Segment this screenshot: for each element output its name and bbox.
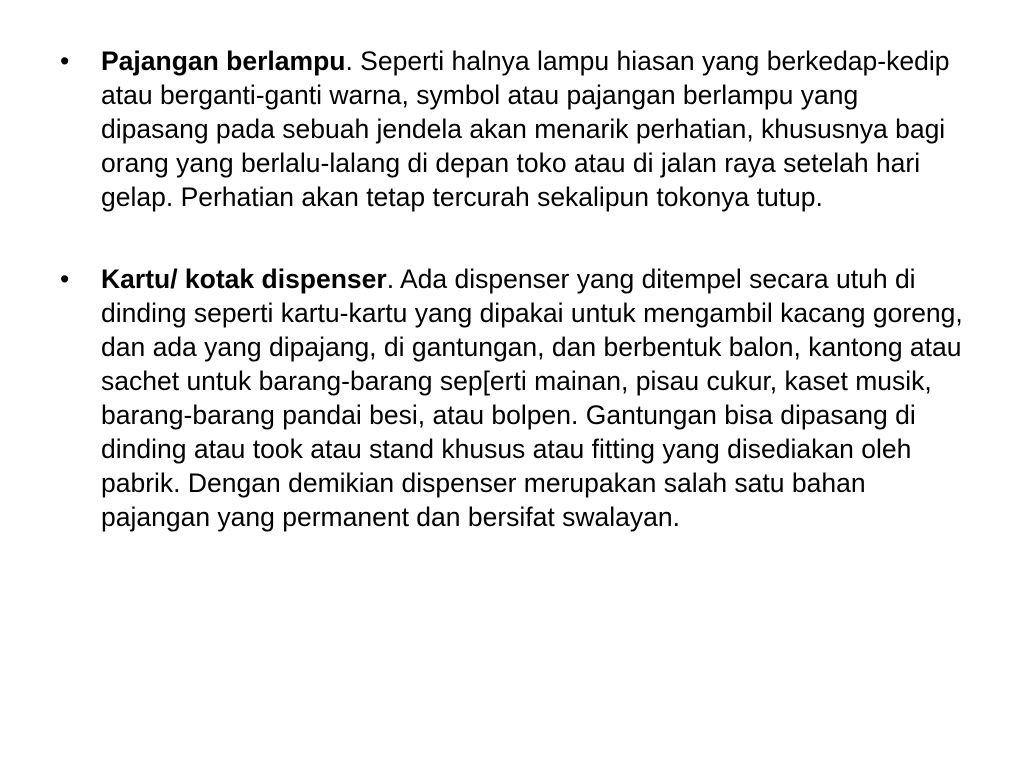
bullet-item-pajangan-berlampu [56, 44, 966, 214]
bullet-text: . Seperti halnya lampu hiasan yang berkedap-kedip atau berganti-ganti warna, symbol atau pajangan berlampu yang dipasang pada sebuah jendela akan menarik perhatian, khususnya bagi orang yang berlalu-lalang di depan toko atau di jalan raya setelah hari gelap. Perhatian akan tetap tercurah sekalipun tokonya tutup. [101, 46, 950, 212]
bullet-text: . Ada dispenser yang ditempel secara utuh di dinding seperti kartu-kartu yang dipakai untuk mengambil kacang goreng, dan ada yang dipajang, di gantungan, dan berbentuk balon, kantong atau sachet untuk barang-barang sep[erti mainan, pisau cukur, kaset musik, barang-barang pandai besi, atau bolpen. Gantungan bisa dipasang di dinding atau took atau stand khusus atau fitting yang disediakan oleh pabrik. Dengan demikian dispenser merupakan salah satu bahan pajangan yang permanent dan bersifat swalayan. [101, 264, 963, 532]
bullet-item-kartu-kotak-dispenser [56, 262, 966, 534]
bullet-list [56, 44, 966, 534]
bullet-term: Pajangan berlampu [101, 46, 346, 76]
bullet-marker: • [60, 46, 70, 76]
bullet-marker: • [60, 264, 70, 294]
bullet-term: Kartu/ kotak dispenser [101, 264, 387, 294]
